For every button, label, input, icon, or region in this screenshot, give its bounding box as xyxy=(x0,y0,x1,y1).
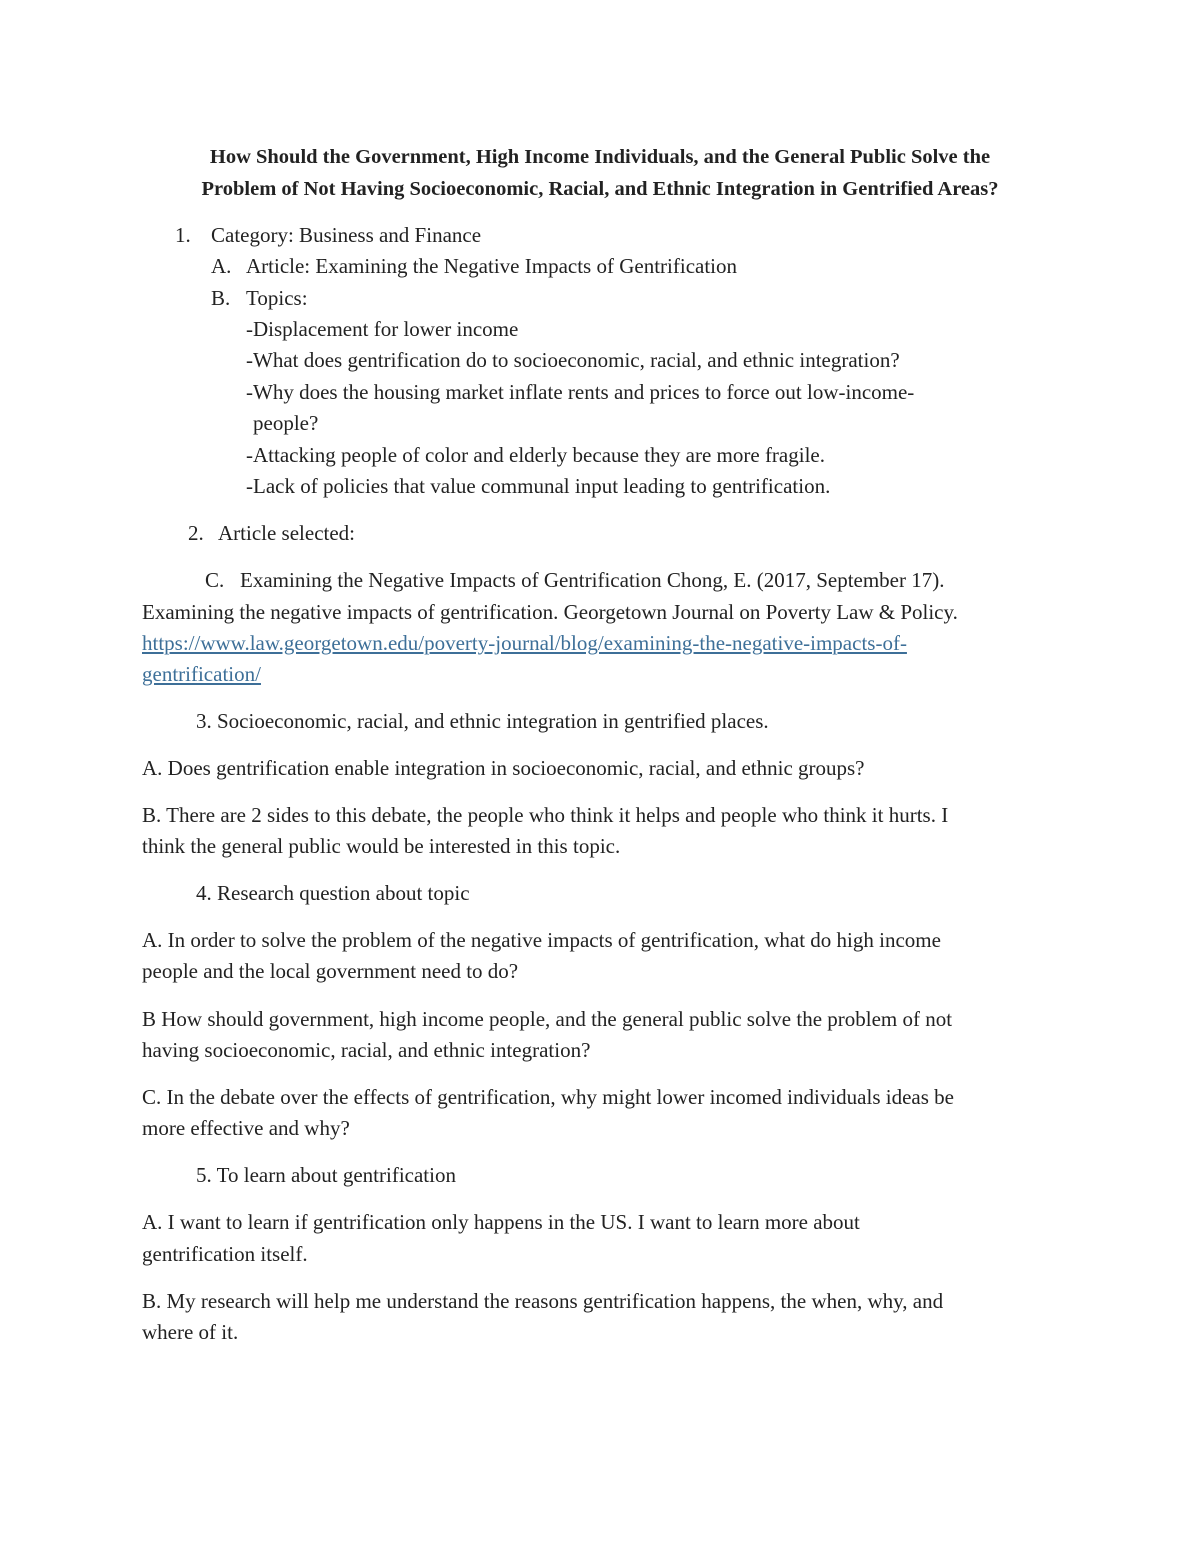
section-1-item-b-text: Topics: xyxy=(246,286,308,310)
section-3-item-b-line-1: B. There are 2 sides to this debate, the people who think it helps and people who think it hurts. I xyxy=(142,803,949,827)
section-1-heading: Category: Business and Finance xyxy=(211,223,482,247)
document-title-line-2: Problem of Not Having Socioeconomic, Racial, and Ethnic Integration in Gentrified Areas? xyxy=(201,178,999,200)
section-1-item-b-marker: B. xyxy=(211,286,231,310)
section-4-item-a-line-2: people and the local government need to do? xyxy=(142,959,519,983)
citation-line-1: Examining the Negative Impacts of Gentrification Chong, E. (2017, September 17). xyxy=(240,568,945,592)
section-1-item-a-marker: A. xyxy=(211,254,232,278)
section-4-item-b-line-1: B How should government, high income people, and the general public solve the problem of not xyxy=(142,1007,953,1031)
section-1-number: 1. xyxy=(175,223,191,247)
section-3-item-b-line-2: think the general public would be interested in this topic. xyxy=(142,834,621,858)
section-5-item-a-line-1: A. I want to learn if gentrification only happens in the US. I want to learn more about xyxy=(142,1210,860,1234)
topic-item: -Lack of policies that value communal input leading to gentrification. xyxy=(246,474,831,498)
section-2-number: 2. xyxy=(188,521,204,545)
section-4-item-c-line-1: C. In the debate over the effects of gentrification, why might lower incomed individuals ideas be xyxy=(142,1085,954,1109)
section-5-item-b-line-1: B. My research will help me understand the reasons gentrification happens, the when, why, and xyxy=(142,1289,944,1313)
section-2-heading: Article selected: xyxy=(218,521,356,545)
section-5-item-a-line-2: gentrification itself. xyxy=(142,1242,308,1266)
section-5-heading: 5. To learn about gentrification xyxy=(196,1163,456,1187)
topic-item: -What does gentrification do to socioeconomic, racial, and ethnic integration? xyxy=(246,348,900,372)
section-4-item-a-line-1: A. In order to solve the problem of the negative impacts of gentrification, what do high income xyxy=(142,928,941,952)
section-4-item-b-line-2: having socioeconomic, racial, and ethnic integration? xyxy=(142,1038,591,1062)
topic-item-continuation: people? xyxy=(253,411,319,435)
citation-link-line-1[interactable]: https://www.law.georgetown.edu/poverty-journal/blog/examining-the-negative-impacts-of- xyxy=(142,631,907,655)
topic-item: -Attacking people of color and elderly because they are more fragile. xyxy=(246,443,825,467)
section-5-item-b-line-2: where of it. xyxy=(142,1320,239,1344)
document-title-line-1: How Should the Government, High Income Individuals, and the General Public Solve the xyxy=(209,146,991,168)
section-3-item-a: A. Does gentrification enable integration in socioeconomic, racial, and ethnic groups? xyxy=(142,756,865,780)
topic-item: -Displacement for lower income xyxy=(246,317,519,341)
section-1-item-a-text: Article: Examining the Negative Impacts of Gentrification xyxy=(246,254,737,278)
section-3-heading: 3. Socioeconomic, racial, and ethnic integration in gentrified places. xyxy=(196,709,769,733)
section-4-heading: 4. Research question about topic xyxy=(196,881,470,905)
topic-item: -Why does the housing market inflate rents and prices to force out low-income- xyxy=(246,380,915,404)
citation-marker: C. xyxy=(205,568,225,592)
citation-line-2: Examining the negative impacts of gentrification. Georgetown Journal on Poverty Law & Policy. xyxy=(142,600,958,624)
citation-link-line-2[interactable]: gentrification/ xyxy=(142,662,261,686)
section-4-item-c-line-2: more effective and why? xyxy=(142,1116,350,1140)
